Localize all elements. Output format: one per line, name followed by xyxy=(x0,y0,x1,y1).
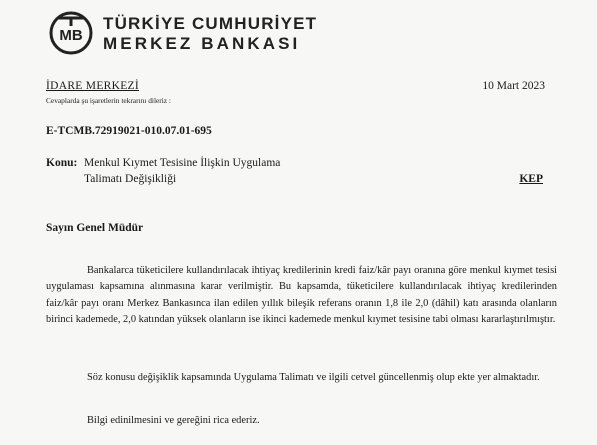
tcmb-logo xyxy=(48,10,94,56)
subject-line-1: Menkul Kıymet Tesisine İlişkin Uygulama xyxy=(84,157,281,169)
bank-name-line2: MERKEZ BANKASI xyxy=(103,34,301,53)
reply-note: Cevaplarda şu işaretlerin tekrarını dileriz : xyxy=(46,96,171,105)
body-paragraph-3: Bilgi edinilmesini ve gereğini rica ederiz. xyxy=(87,415,260,426)
body-paragraph-1: Bankalarca tüketicilere kullandırılacak ihtiyaç kredilerinin kredi faiz/kâr payı oranına göre menkul kıymet tesisi uygulaması kapsamına alınmasına karar verilmiştir. Bu kapsamda, tüketicilere kullandırılacak ihtiyaç kredilerinden faiz/kâr payı oranı Merkez Bankasınca ilan edilen yıllık bileşik referans oranın 1,8 ile 2,0 (dâhil) katı arasında olanların birinci kademede, 2,0 katından yüksek olanların ise ikinci kademede menkul kıymet tesisine tabi olması kararlaştırılmıştır. xyxy=(46,265,557,325)
office-name: İDARE MERKEZİ xyxy=(46,80,140,92)
reference-number: E-TCMB.72919021-010.07.01-695 xyxy=(46,125,212,137)
svg-text:MB: MB xyxy=(59,27,83,44)
letter-date: 10 Mart 2023 xyxy=(482,80,545,92)
bank-name xyxy=(103,14,317,54)
subject-line-2: Talimatı Değişikliği xyxy=(84,173,177,185)
kep-label: KEP xyxy=(519,173,543,185)
bank-name-line1: TÜRKİYE CUMHURİYET xyxy=(103,14,318,33)
salutation: Sayın Genel Müdür xyxy=(46,222,144,234)
subject-label: Konu: xyxy=(46,157,78,169)
body-paragraph-2: Söz konusu değişiklik kapsamında Uygulama Talimatı ve ilgili cetvel güncellenmiş olup ekte yer almaktadır. xyxy=(87,372,540,383)
